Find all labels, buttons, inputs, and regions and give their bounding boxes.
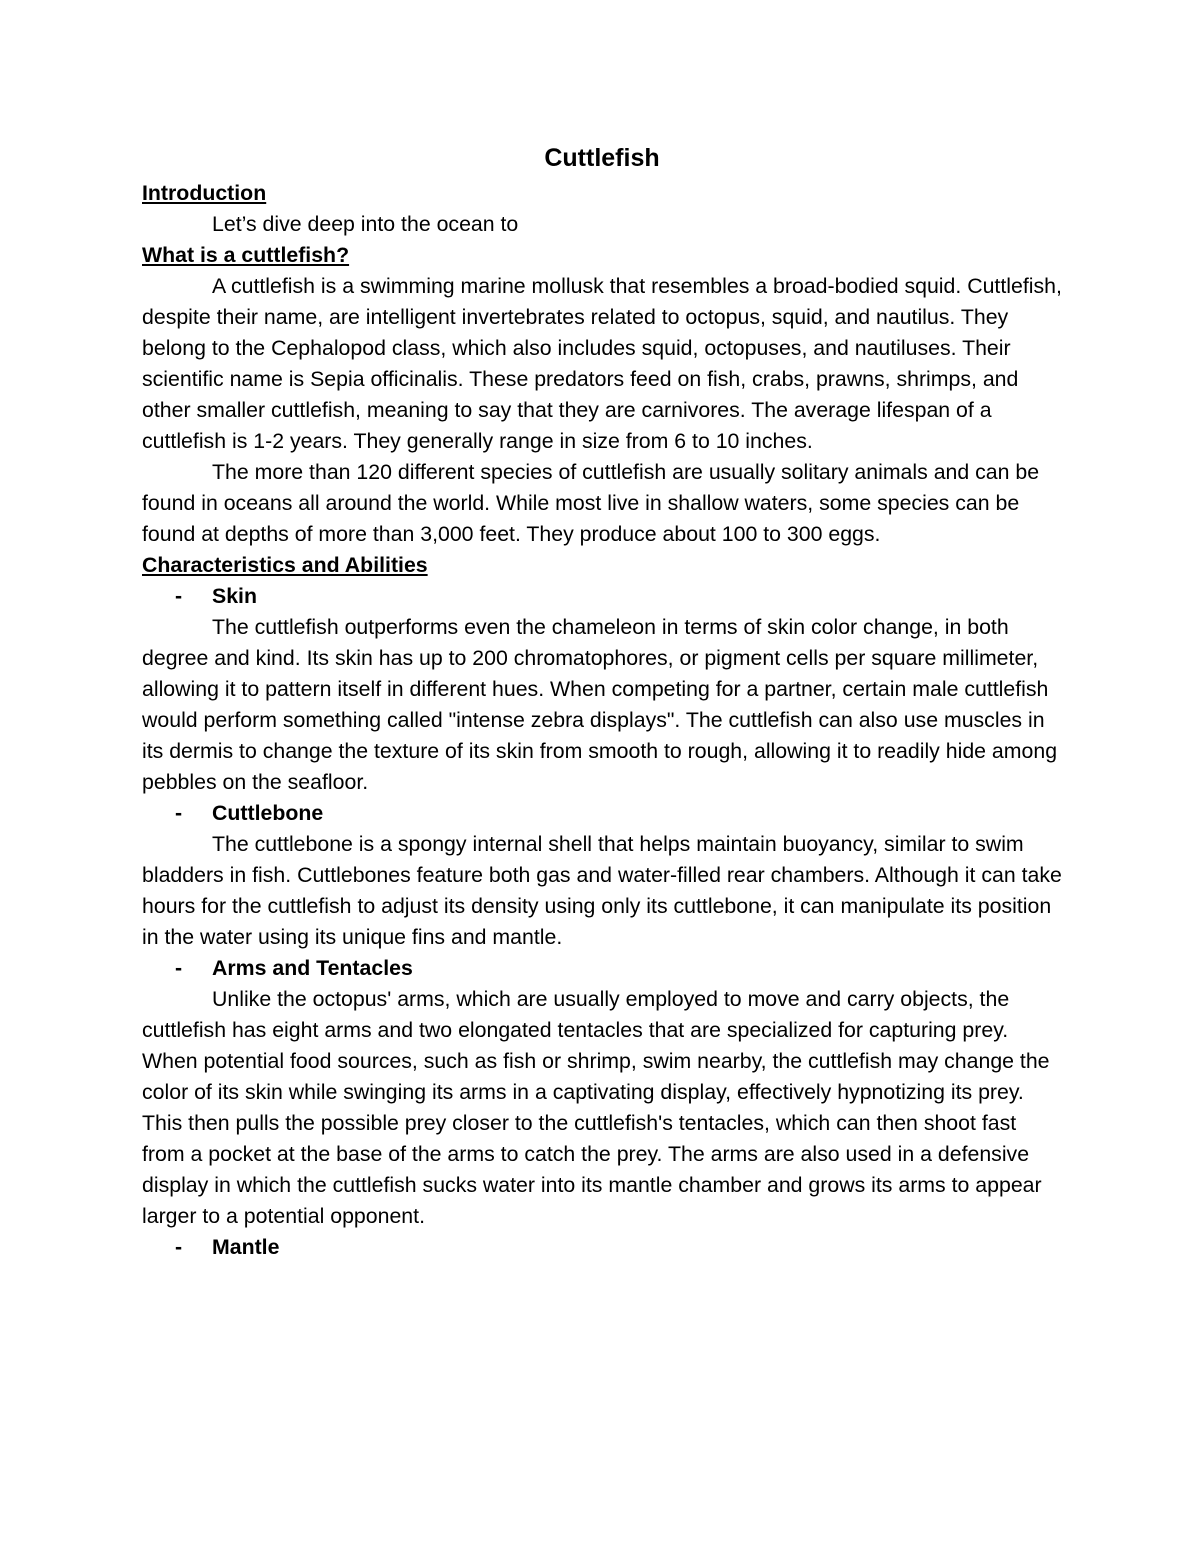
subsection-title-skin bbox=[142, 581, 1062, 612]
subsection-title-arms bbox=[142, 953, 1062, 984]
heading-introduction: Introduction bbox=[142, 181, 267, 205]
skin-paragraph: The cuttlefish outperforms even the chameleon in terms of skin color change, in both degree and kind. Its skin has up to 200 chromatophores, or pigment cells per square millimeter, allowing it to pattern itself in different hues. When competing for a partner, certain male cuttlefish would perform something called "intense zebra displays". The cuttlefish can also use muscles in its dermis to change the texture of its skin from smooth to rough, allowing it to readily hide among pebbles on the seafloor. bbox=[142, 615, 1058, 794]
heading-characteristics: Characteristics and Abilities bbox=[142, 553, 428, 577]
introduction-paragraph: Let’s dive deep into the ocean to bbox=[212, 212, 519, 236]
bullet-dash: - bbox=[175, 584, 183, 608]
what-is-paragraph-2: The more than 120 different species of cuttlefish are usually solitary animals and can be found in oceans all around the world. While most live in shallow waters, some species can be found at depths of more than 3,000 feet. They produce about 100 to 300 eggs. bbox=[142, 460, 1040, 546]
bullet-dash: - bbox=[175, 1235, 183, 1259]
subsection-title: Cuttlebone bbox=[212, 801, 324, 825]
bullet-dash: - bbox=[175, 801, 183, 825]
subsection-title-mantle bbox=[142, 1232, 1062, 1263]
subsection-title: Arms and Tentacles bbox=[212, 956, 413, 980]
cuttlebone-paragraph: The cuttlebone is a spongy internal shell that helps maintain buoyancy, similar to swim bladders in fish. Cuttlebones feature both gas and water-filled rear chambers. Although it can take hours for the cuttlefish to adjust its density using only its cuttlebone, it can manipulate its position in the water using its unique fins and mantle. bbox=[142, 832, 1062, 949]
arms-paragraph: Unlike the octopus' arms, which are usually employed to move and carry objects, the cuttlefish has eight arms and two elongated tentacles that are specialized for capturing prey. When potential food sources, such as fish or shrimp, swim nearby, the cuttlefish may change the color of its skin while swinging its arms in a captivating display, effectively hypnotizing its prey. This then pulls the possible prey closer to the cuttlefish's tentacles, which can then shoot fast from a pocket at the base of the arms to catch the prey. The arms are also used in a defensive display in which the cuttlefish sucks water into its mantle chamber and grows its arms to appear larger to a potential opponent. bbox=[142, 987, 1050, 1228]
subsection-title-cuttlebone bbox=[142, 798, 1062, 829]
document-page bbox=[142, 140, 1062, 1263]
document-title: Cuttlefish bbox=[544, 144, 660, 172]
what-is-paragraph-1: A cuttlefish is a swimming marine mollusk that resembles a broad-bodied squid. Cuttlefish, despite their name, are intelligent invertebrates related to octopus, squid, and nautilus. They belong to the Cephalopod class, which also includes squid, octopuses, and nautiluses. Their scientific name is Sepia officinalis. These predators feed on fish, crabs, prawns, shrimps, and other smaller cuttlefish, meaning to say that they are carnivores. The average lifespan of a cuttlefish is 1-2 years. They generally range in size from 6 to 10 inches. bbox=[142, 274, 1062, 453]
heading-what-is: What is a cuttlefish? bbox=[142, 243, 350, 267]
bullet-dash: - bbox=[175, 956, 183, 980]
subsection-title: Skin bbox=[212, 584, 257, 608]
subsection-title: Mantle bbox=[212, 1235, 280, 1259]
